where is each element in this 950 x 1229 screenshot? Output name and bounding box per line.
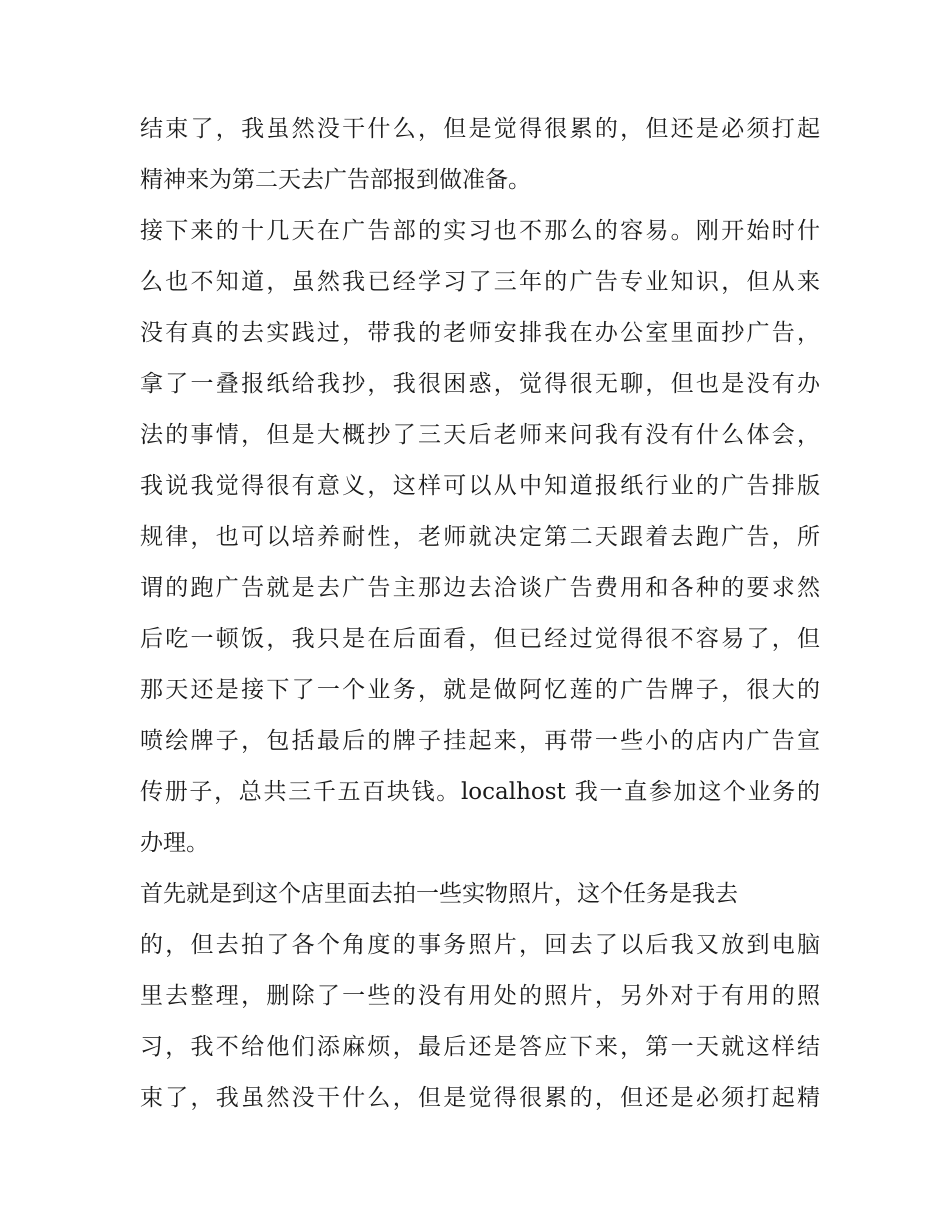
text-line: 么也不知道，虽然我已经学习了三年的广告专业知识，但从来 — [140, 269, 820, 295]
text-line: 法的事情，但是大概抄了三天后老师来问我有没有什么体会， — [140, 422, 820, 448]
text-line: 那天还是接下了一个业务，就是做阿忆莲的广告牌子，很大的 — [140, 677, 820, 703]
text-line: 没有真的去实践过，带我的老师安排我在办公室里面抄广告， — [140, 320, 820, 346]
text-line: 束了，我虽然没干什么，但是觉得很累的，但还是必须打起精 — [140, 1085, 820, 1111]
text-line: 结束了，我虽然没干什么，但是觉得很累的，但还是必须打起 — [140, 116, 820, 142]
text-line: 谓的跑广告就是去广告主那边去洽谈广告费用和各种的要求然 — [140, 575, 820, 601]
text-line: 的，但去拍了各个角度的事务照片，回去了以后我又放到电脑 — [140, 932, 820, 958]
text-line: 我说我觉得很有意义，这样可以从中知道报纸行业的广告排版 — [140, 473, 820, 499]
text-line: 传册子，总共三千五百块钱。localhost 我一直参加这个业务的 — [140, 779, 820, 805]
text-line: 后吃一顿饭，我只是在后面看，但已经过觉得很不容易了，但 — [140, 626, 820, 652]
text-line: 喷绘牌子，包括最后的牌子挂起来，再带一些小的店内广告宣 — [140, 728, 820, 754]
text-line: 拿了一叠报纸给我抄，我很困惑，觉得很无聊，但也是没有办 — [140, 371, 820, 397]
text-line: 首先就是到这个店里面去拍一些实物照片，这个任务是我去 — [140, 881, 738, 907]
text-line: 接下来的十几天在广告部的实习也不那么的容易。刚开始时什 — [140, 218, 820, 244]
text-line: 办理。 — [140, 830, 209, 856]
document-body — [140, 104, 820, 1124]
text-line: 规律，也可以培养耐性，老师就决定第二天跟着去跑广告，所 — [140, 524, 820, 550]
text-line: 里去整理，删除了一些的没有用处的照片，另外对于有用的照 — [140, 983, 820, 1009]
text-line: 习，我不给他们添麻烦，最后还是答应下来，第一天就这样结 — [140, 1034, 820, 1060]
text-line: 精神来为第二天去广告部报到做准备。 — [140, 167, 531, 193]
